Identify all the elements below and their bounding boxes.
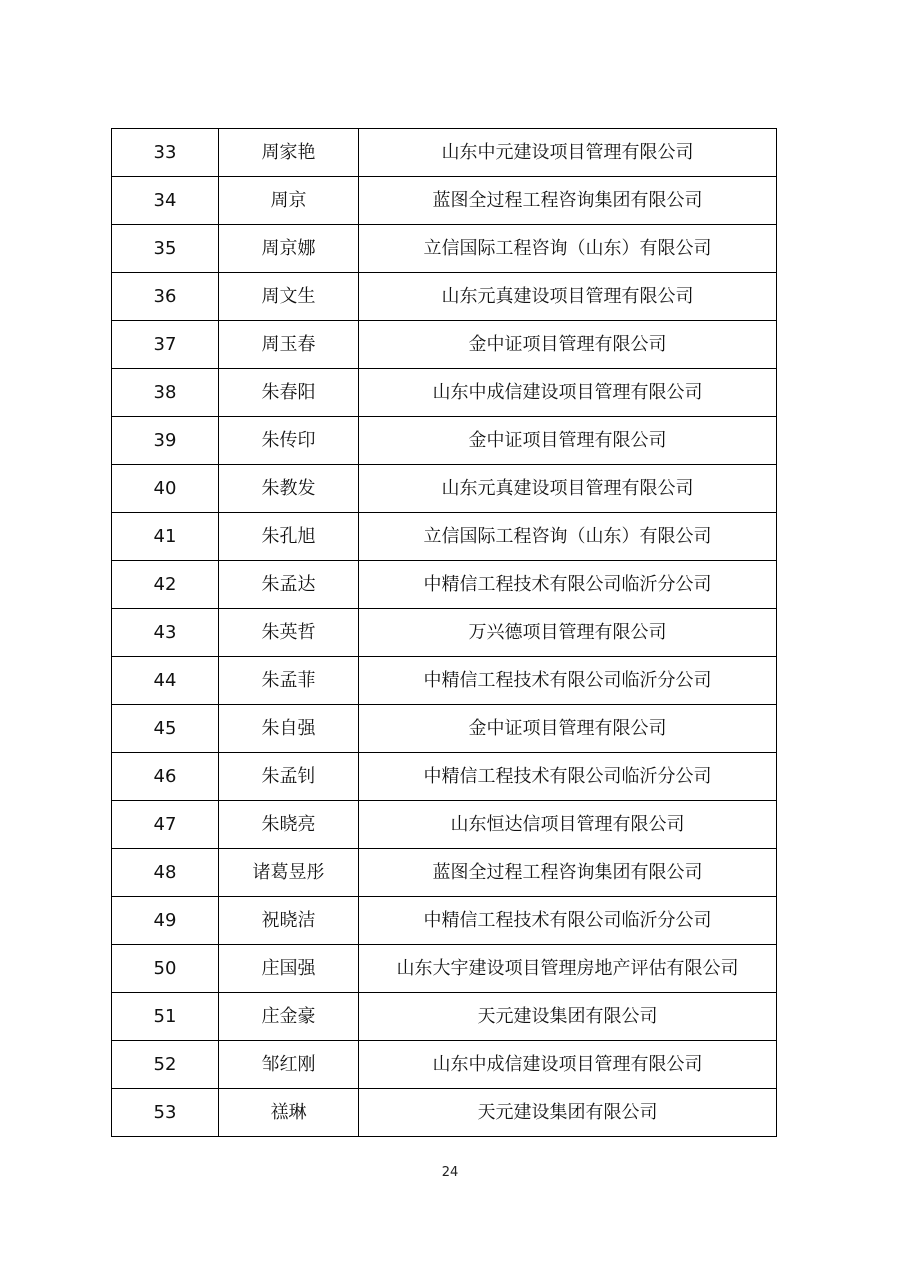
company-name: 山东元真建设项目管理有限公司 (359, 273, 777, 321)
person-name: 周文生 (219, 273, 359, 321)
row-number: 49 (112, 897, 219, 945)
row-number: 52 (112, 1041, 219, 1089)
row-number: 41 (112, 513, 219, 561)
company-name: 中精信工程技术有限公司临沂分公司 (359, 657, 777, 705)
company-name: 万兴德项目管理有限公司 (359, 609, 777, 657)
person-name: 周玉春 (219, 321, 359, 369)
table-row (112, 417, 777, 465)
company-name: 蓝图全过程工程咨询集团有限公司 (359, 849, 777, 897)
company-name: 金中证项目管理有限公司 (359, 705, 777, 753)
roster-table-body (112, 129, 777, 1137)
table-row (112, 177, 777, 225)
person-name: 朱春阳 (219, 369, 359, 417)
row-number: 40 (112, 465, 219, 513)
company-name: 山东大宇建设项目管理房地产评估有限公司 (359, 945, 777, 993)
row-number: 50 (112, 945, 219, 993)
roster-table (111, 128, 777, 1137)
row-number: 35 (112, 225, 219, 273)
row-number: 38 (112, 369, 219, 417)
company-name: 天元建设集团有限公司 (359, 1089, 777, 1137)
row-number: 39 (112, 417, 219, 465)
row-number: 47 (112, 801, 219, 849)
company-name: 中精信工程技术有限公司临沂分公司 (359, 753, 777, 801)
row-number: 43 (112, 609, 219, 657)
row-number: 46 (112, 753, 219, 801)
table-row (112, 369, 777, 417)
person-name: 周家艳 (219, 129, 359, 177)
person-name: 朱孟菲 (219, 657, 359, 705)
table-row (112, 561, 777, 609)
person-name: 周京 (219, 177, 359, 225)
table-row (112, 225, 777, 273)
person-name: 周京娜 (219, 225, 359, 273)
page-number: 24 (441, 1165, 459, 1180)
table-row (112, 609, 777, 657)
row-number: 48 (112, 849, 219, 897)
company-name: 山东中元建设项目管理有限公司 (359, 129, 777, 177)
row-number: 53 (112, 1089, 219, 1137)
person-name: 朱孟达 (219, 561, 359, 609)
table-row (112, 945, 777, 993)
table-row (112, 321, 777, 369)
person-name: 邹红刚 (219, 1041, 359, 1089)
company-name: 山东元真建设项目管理有限公司 (359, 465, 777, 513)
row-number: 37 (112, 321, 219, 369)
person-name: 朱传印 (219, 417, 359, 465)
table-row (112, 801, 777, 849)
person-name: 庄国强 (219, 945, 359, 993)
company-name: 中精信工程技术有限公司临沂分公司 (359, 897, 777, 945)
table-row (112, 753, 777, 801)
table-row (112, 849, 777, 897)
table-row (112, 657, 777, 705)
company-name: 金中证项目管理有限公司 (359, 321, 777, 369)
table-row (112, 993, 777, 1041)
person-name: 诸葛昱彤 (219, 849, 359, 897)
row-number: 33 (112, 129, 219, 177)
company-name: 立信国际工程咨询（山东）有限公司 (359, 513, 777, 561)
table-row (112, 1041, 777, 1089)
person-name: 祝晓洁 (219, 897, 359, 945)
row-number: 45 (112, 705, 219, 753)
company-name: 天元建设集团有限公司 (359, 993, 777, 1041)
table-row (112, 273, 777, 321)
company-name: 山东恒达信项目管理有限公司 (359, 801, 777, 849)
person-name: 朱孔旭 (219, 513, 359, 561)
company-name: 山东中成信建设项目管理有限公司 (359, 369, 777, 417)
company-name: 蓝图全过程工程咨询集团有限公司 (359, 177, 777, 225)
company-name: 立信国际工程咨询（山东）有限公司 (359, 225, 777, 273)
table-row (112, 513, 777, 561)
person-name: 朱自强 (219, 705, 359, 753)
row-number: 44 (112, 657, 219, 705)
person-name: 朱英哲 (219, 609, 359, 657)
person-name: 庄金豪 (219, 993, 359, 1041)
row-number: 34 (112, 177, 219, 225)
row-number: 42 (112, 561, 219, 609)
table-row (112, 129, 777, 177)
table-row (112, 705, 777, 753)
company-name: 山东中成信建设项目管理有限公司 (359, 1041, 777, 1089)
table-row (112, 1089, 777, 1137)
person-name: 朱教发 (219, 465, 359, 513)
company-name: 金中证项目管理有限公司 (359, 417, 777, 465)
person-name: 朱晓亮 (219, 801, 359, 849)
company-name: 中精信工程技术有限公司临沂分公司 (359, 561, 777, 609)
row-number: 51 (112, 993, 219, 1041)
row-number: 36 (112, 273, 219, 321)
person-name: 朱孟钊 (219, 753, 359, 801)
table-row (112, 897, 777, 945)
person-name: 禚琳 (219, 1089, 359, 1137)
table-row (112, 465, 777, 513)
